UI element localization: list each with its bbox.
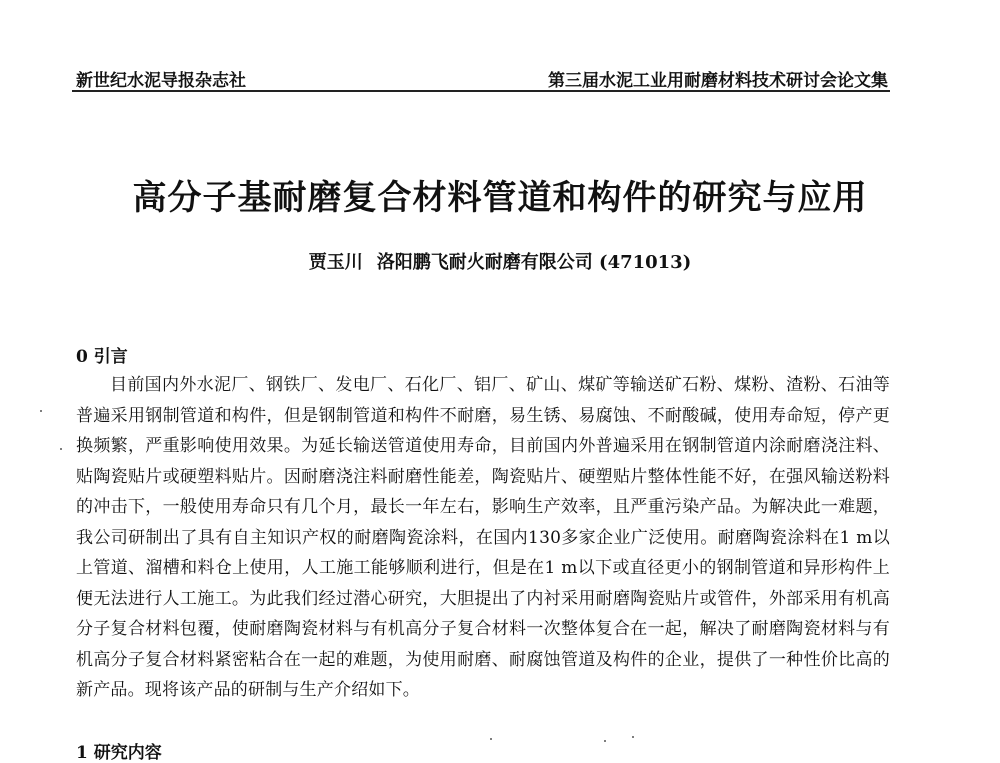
author-affiliation: 洛阳鹏飞耐火耐磨有限公司 [376, 252, 593, 273]
section-heading-research-content: 1 研究内容 [76, 743, 162, 763]
author-name: 贾玉川 [308, 252, 363, 273]
journal-publisher: 新世纪水泥导报杂志社 [76, 71, 246, 91]
scan-speck [632, 736, 634, 738]
scan-speck [604, 740, 606, 742]
section-heading-introduction: 0 引言 [76, 347, 128, 367]
introduction-paragraph: 目前国内外水泥厂、钢铁厂、发电厂、石化厂、铝厂、矿山、煤矿等输送矿石粉、煤粉、渣粉、石油等普遍采用钢制管道和构件，但是钢制管道和构件不耐磨，易生锈、易腐蚀、不耐酸碱，使用寿命短，停产更换频繁，严重影响使用效果。为延长输送管道使用寿命，目前国内外普遍采用在钢制管道内涂耐磨浇注料、贴陶瓷贴片或硬塑料贴片。因耐磨浇注料耐磨性能差，陶瓷贴片、硬塑贴片整体性能不好，在强风输送粉料的冲击下，一般使用寿命只有几个月，最长一年左右，影响生产效率，且严重污染产品。为解决此一难题，我公司研制出了具有自主知识产权的耐磨陶瓷涂料，在国内130多家企业广泛使用。耐磨陶瓷涂料在1 m以上管道、溜槽和料仓上使用，人工施工能够顺利进行，但是在1 m以下或直径更小的钢制管道和异形构件上便无法进行人工施工。为此我们经过潜心研究，大胆提出了内衬采用耐磨陶瓷贴片或管件，外部采用有机高分子复合材料包覆，使耐磨陶瓷材料与有机高分子复合材料一次整体复合在一起，解决了耐磨陶瓷材料与有机高分子复合材料紧密粘合在一起的难题，为使用耐磨、耐腐蚀管道及构件的企业，提供了一种性价比高的新产品。现将该产品的研制与生产介绍如下。 [76, 375, 890, 700]
scan-speck [40, 410, 42, 412]
author-line [0, 248, 1000, 274]
running-header [72, 64, 890, 92]
scan-speck [490, 738, 492, 740]
author-postcode: (471013) [599, 252, 692, 273]
paper-title: 高分子基耐磨复合材料管道和构件的研究与应用 [132, 178, 868, 218]
scan-speck [60, 448, 62, 450]
proceedings-title: 第三届水泥工业用耐磨材料技术研讨会论文集 [548, 71, 888, 91]
